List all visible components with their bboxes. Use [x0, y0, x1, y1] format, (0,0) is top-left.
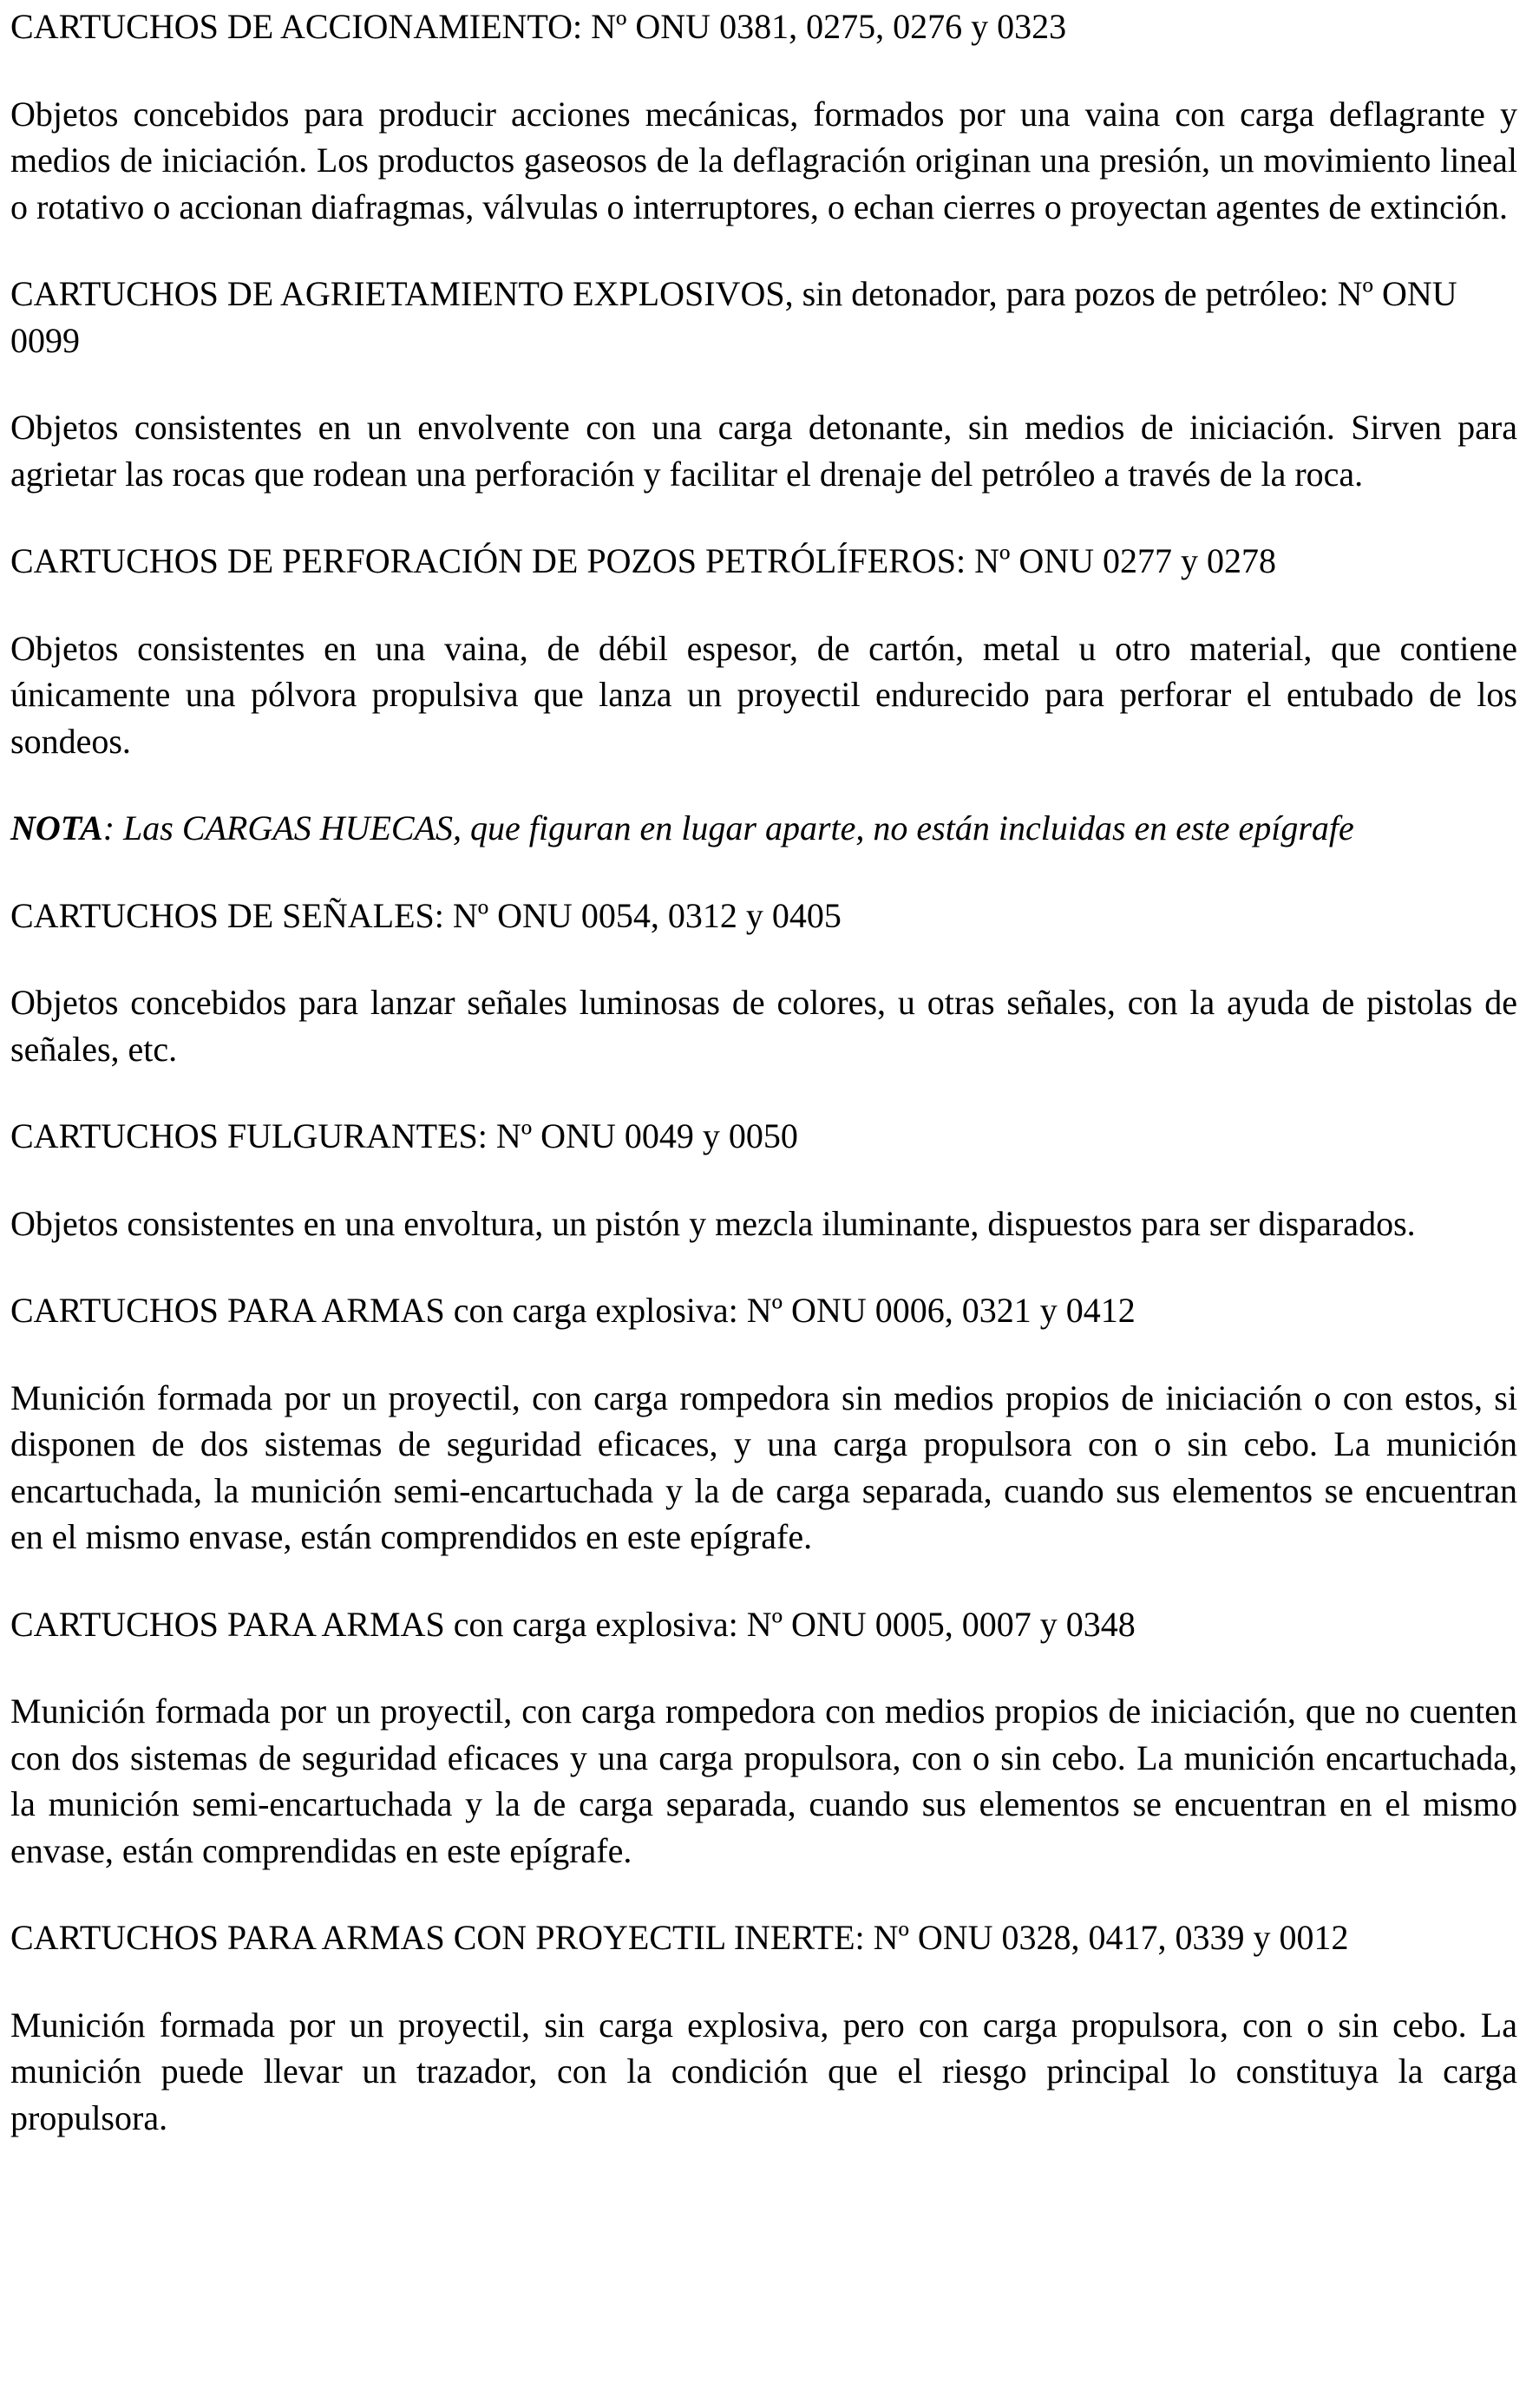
entry-cartuchos-senales	[10, 893, 1517, 1073]
note-label: NOTA	[10, 808, 103, 847]
note-text: : Las CARGAS HUECAS, que figuran en lugar aparte, no están incluidas en este epígrafe	[102, 808, 1354, 847]
entry-cartuchos-armas-carga-con-medios	[10, 1601, 1517, 1875]
entry-description: Munición formada por un proyectil, con carga rompedora sin medios propios de iniciación o con estos, si disponen de dos sistemas de seguridad eficaces, y una carga propulsora con o sin cebo. La munición encartuchada, la munición semi-encartuchada y la de carga separada, cuando sus elementos se encuentran en el mismo envase, están comprendidos en este epígrafe.	[10, 1377, 1517, 1556]
entry-description: Objetos concebidos para producir acciones mecánicas, formados por una vaina con carga deflagrante y medios de iniciación. Los productos gaseosos de la deflagración originan una presión, un movimiento lineal o rotativo o accionan diafragmas, válvulas o interruptores, o echan cierres o proyectan agentes de extinción.	[10, 94, 1517, 226]
entry-cartuchos-armas-carga-sin-medios	[10, 1287, 1517, 1561]
entry-cartuchos-fulgurantes	[10, 1113, 1517, 1247]
entry-cartuchos-perforacion	[10, 538, 1517, 852]
entry-note	[10, 805, 1517, 852]
entry-description: Munición formada por un proyectil, con carga rompedora con medios propios de iniciación, que no cuenten con dos sistemas de seguridad eficaces y una carga propulsora, con o sin cebo. La munición encartuchada, la munición semi-encartuchada y la de carga separada, cuando sus elementos se encuentran en el mismo envase, están comprendidas en este epígrafe.	[10, 1691, 1517, 1870]
entry-heading: CARTUCHOS DE AGRIETAMIENTO EXPLOSIVOS, sin detonador, para pozos de petróleo: Nº ONU 0099	[10, 274, 1457, 360]
entry-description: Munición formada por un proyectil, sin carga explosiva, pero con carga propulsora, con o sin cebo. La munición puede llevar un trazador, con la condición que el riesgo principal lo constituya la carga propulsora.	[10, 2005, 1517, 2137]
entry-description: Objetos consistentes en una vaina, de débil espesor, de cartón, metal u otro material, que contiene únicamente una pólvora propulsiva que lanza un proyectil endurecido para perforar el entubado de los sondeos.	[10, 628, 1517, 761]
entry-description: Objetos concebidos para lanzar señales luminosas de colores, u otras señales, con la ayuda de pistolas de señales, etc.	[10, 983, 1517, 1069]
entry-cartuchos-accionamiento	[10, 3, 1517, 230]
entry-heading: CARTUCHOS DE ACCIONAMIENTO: Nº ONU 0381, 0275, 0276 y 0323	[10, 7, 1067, 46]
entry-description: Objetos consistentes en una envoltura, un pistón y mezcla iluminante, dispuestos para ser disparados.	[10, 1203, 1416, 1243]
entry-heading: CARTUCHOS PARA ARMAS con carga explosiva: Nº ONU 0005, 0007 y 0348	[10, 1604, 1136, 1644]
entry-cartuchos-armas-proyectil-inerte	[10, 1914, 1517, 2141]
entry-heading: CARTUCHOS PARA ARMAS CON PROYECTIL INERTE: Nº ONU 0328, 0417, 0339 y 0012	[10, 1918, 1349, 1957]
entry-description: Objetos consistentes en un envolvente con una carga detonante, sin medios de iniciación. Sirven para agrietar las rocas que rodean una perforación y facilitar el drenaje del petróleo a través de la roca.	[10, 408, 1517, 494]
entry-heading: CARTUCHOS FULGURANTES: Nº ONU 0049 y 0050	[10, 1116, 798, 1155]
entry-cartuchos-agrietamiento	[10, 271, 1517, 497]
entry-heading: CARTUCHOS PARA ARMAS con carga explosiva: Nº ONU 0006, 0321 y 0412	[10, 1291, 1136, 1330]
entry-heading: CARTUCHOS DE SEÑALES: Nº ONU 0054, 0312 y 0405	[10, 895, 842, 935]
entry-heading: CARTUCHOS DE PERFORACIÓN DE POZOS PETRÓLÍFEROS: Nº ONU 0277 y 0278	[10, 541, 1277, 580]
